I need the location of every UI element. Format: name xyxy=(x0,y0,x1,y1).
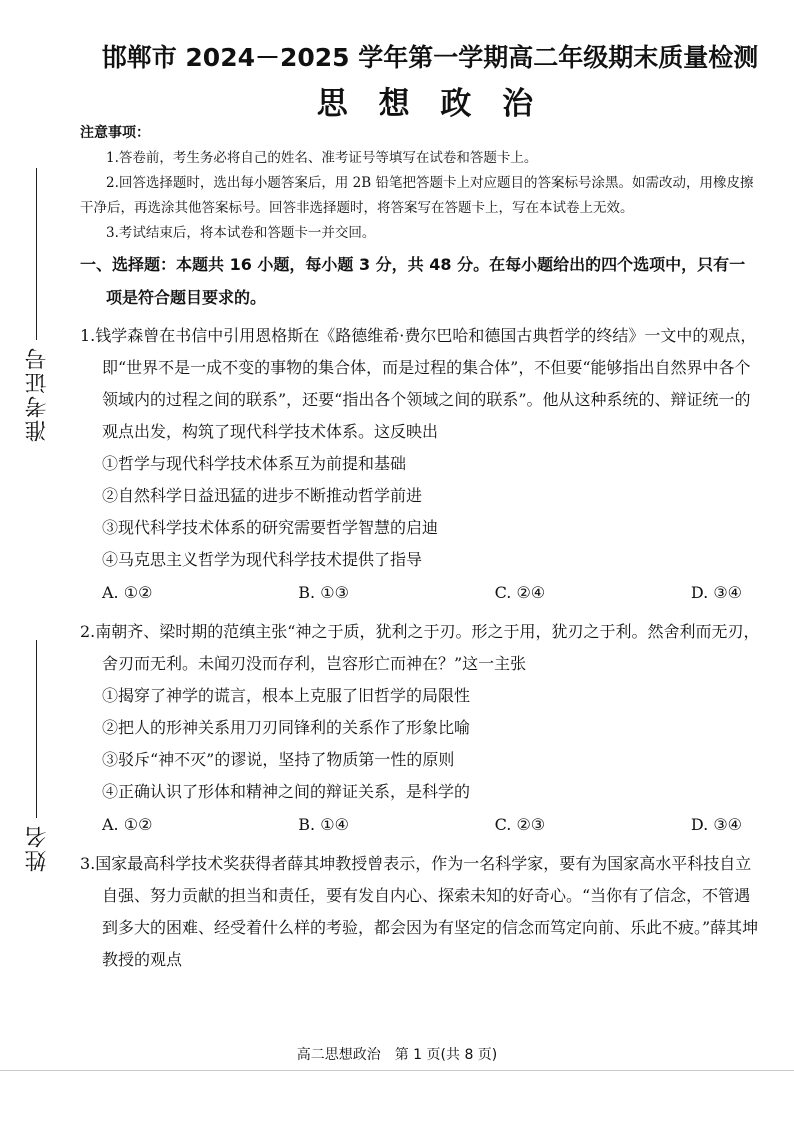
section-heading: 一、选择题：本题共 16 小题，每小题 3 分，共 48 分。在每小题给出的四个选项中，只有一项是符合题目要求的。 xyxy=(80,255,746,307)
page-footer: 高二思想政治 第 1 页(共 8 页) xyxy=(296,1047,498,1063)
question-option: ③现代科学技术体系的研究需要哲学智慧的启迪 xyxy=(102,518,439,537)
exam-content xyxy=(80,122,760,976)
exam-title: 邯郸市 2024－2025 学年第一学期高二年级期末质量检测 xyxy=(101,43,759,72)
question-option: ④马克思主义哲学为现代科学技术提供了指导 xyxy=(102,550,423,569)
question-option: ①哲学与现代科学技术体系互为前提和基础 xyxy=(102,454,407,473)
question-option: ③驳斥“神不灭”的谬说，坚持了物质第一性的原则 xyxy=(102,750,455,769)
name-label: 姓名 xyxy=(25,824,50,872)
answer-choices xyxy=(80,808,760,842)
choice-b[interactable]: B. ①③ xyxy=(298,583,349,602)
question-stem: 1.钱学森曾在书信中引用恩格斯在《路德维希·费尔巴哈和德国古典哲学的终结》一文中的观点，即“世界不是一成不变的事物的集合体，而是过程的集合体”，不但要“能够指出自然界中各个领域内的过程之间的联系”，还要“指出各个领域之间的联系”。他从这种系统的、辩证统一的观点出发，构筑了现代科学技术体系。这反映出 xyxy=(80,326,757,441)
answer-choices xyxy=(80,576,760,610)
choice-c[interactable]: C. ②④ xyxy=(494,583,546,602)
question-option: ②自然科学日益迅猛的进步不断推动哲学前进 xyxy=(102,486,423,505)
choice-a[interactable]: A. ①② xyxy=(102,583,153,602)
question-option: ④正确认识了形体和精神之间的辩证关系，是科学的 xyxy=(102,782,471,801)
question-option: ②把人的形神关系用刀刃同锋利的关系作了形象比喻 xyxy=(102,718,471,737)
question-stem: 3.国家最高科学技术奖获得者薛其坤教授曾表示，作为一名科学家，要有为国家高水平科技自立自强、努力贡献的担当和责任，要有发自内心、探索未知的好奇心。“当你有了信念，不管遇到多大的困难、经受着什么样的考验，都会因为有坚定的信念而笃定向前、乐此不疲。”薛其坤教授的观点 xyxy=(80,854,759,969)
choice-a[interactable]: A. ①② xyxy=(102,815,153,834)
note-item: 2.回答选择题时，选出每小题答案后，用 2B 铅笔把答题卡上对应题目的答案标号涂黑。如需改动，用橡皮擦干净后，再选涂其他答案标号。回答非选择题时，将答案写在答题卡上，写在本试卷上无效。 xyxy=(80,175,754,216)
notes-title: 注意事项： xyxy=(80,125,150,141)
name-line[interactable] xyxy=(36,640,37,818)
exam-id-label: 准考证号 xyxy=(25,346,50,442)
note-item: 1.答卷前，考生务必将自己的姓名、准考证号等填写在试卷和答题卡上。 xyxy=(106,150,538,166)
subject-title: 思 想 政 治 xyxy=(316,86,544,122)
choice-d[interactable]: D. ③④ xyxy=(690,583,743,602)
exam-id-field xyxy=(12,168,52,458)
choice-b[interactable]: B. ①④ xyxy=(298,815,349,834)
name-field xyxy=(12,640,52,880)
question-option: ①揭穿了神学的谎言，根本上克服了旧哲学的局限性 xyxy=(102,686,471,705)
question-1 xyxy=(80,320,760,610)
choice-c[interactable]: C. ②③ xyxy=(494,815,546,834)
question-3 xyxy=(80,848,760,976)
footer-divider xyxy=(0,1070,794,1071)
note-item: 3.考试结束后，将本试卷和答题卡一并交回。 xyxy=(106,225,376,241)
question-2 xyxy=(80,616,760,842)
choice-d[interactable]: D. ③④ xyxy=(690,815,743,834)
question-stem: 2.南朝齐、梁时期的范缜主张“神之于质，犹利之于刃。形之于用，犹刃之于利。然舍利而无刃，舍刃而无利。未闻刃没而存利，岂容形亡而神在？”这一主张 xyxy=(80,622,760,673)
exam-id-line[interactable] xyxy=(36,168,37,340)
